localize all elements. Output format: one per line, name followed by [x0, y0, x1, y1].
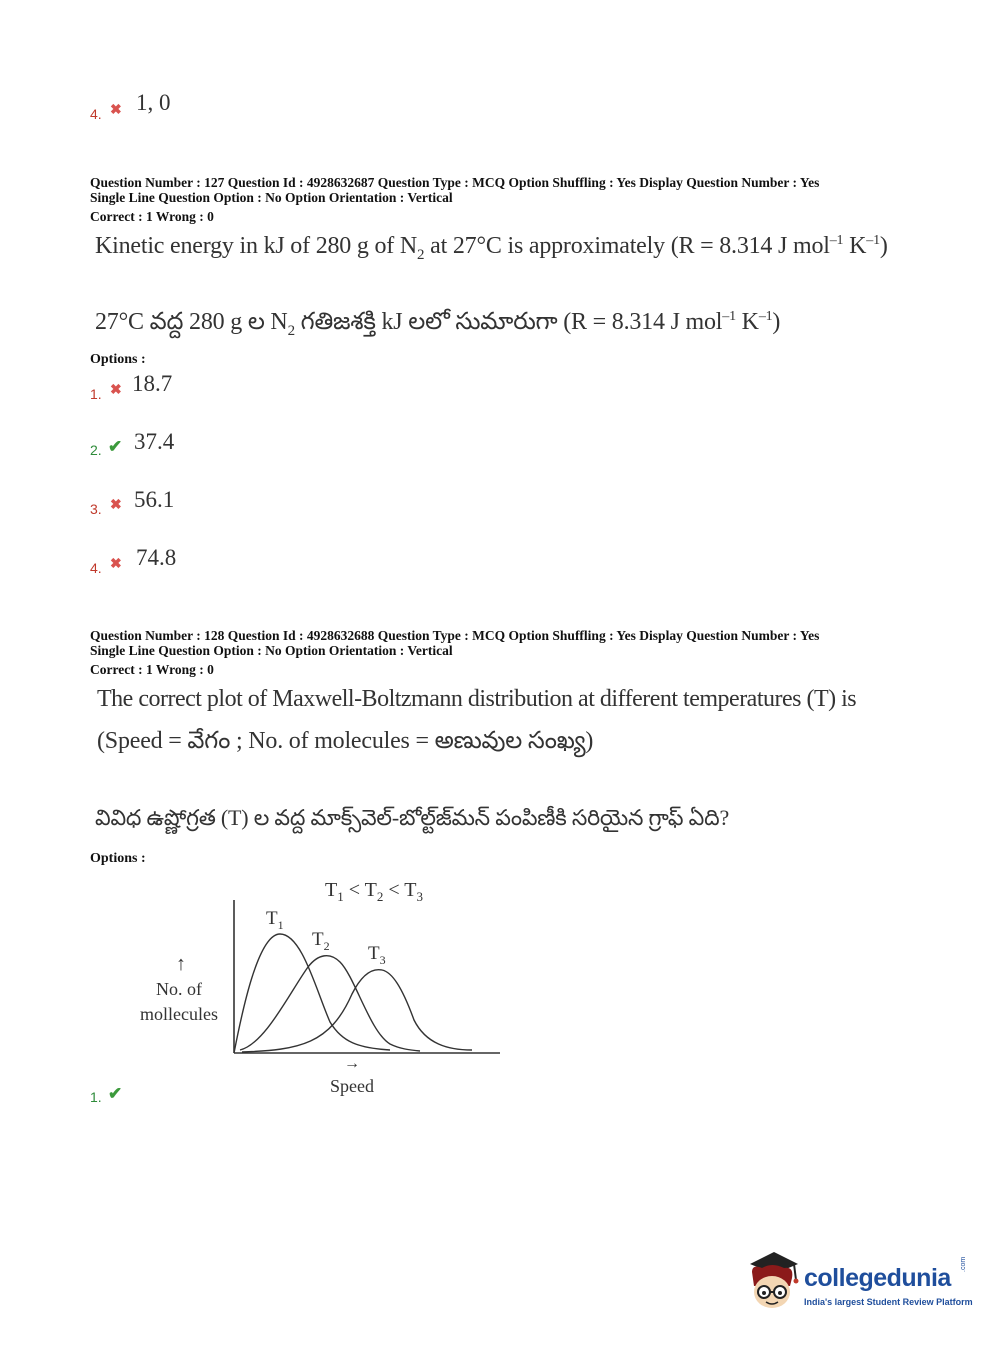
collegedunia-logo — [744, 1250, 984, 1320]
y-arrow: ↑ — [176, 953, 186, 975]
curve-t1 — [234, 934, 390, 1053]
meta-line-3: Correct : 1 Wrong : 0 — [90, 662, 214, 677]
curve-label-t2: $T_2$ — [312, 929, 330, 953]
check-icon: ✔ — [108, 1084, 123, 1103]
question-127-meta — [90, 175, 819, 224]
option-number: 1. — [90, 386, 102, 402]
x-label: Speed — [330, 1076, 374, 1096]
question-127-text-english: Kinetic energy in kJ of 280 g of $N_2$ at 27°C is approximately (R = 8.314 J mol$^{-1}$ $K^{-1}$) — [95, 233, 888, 263]
wrong-icon: ✖ — [110, 557, 122, 572]
logo-suffix: .com — [960, 1256, 967, 1272]
y-label-line-2: mollecules — [140, 1004, 218, 1024]
y-label-line-1: No. of — [156, 979, 202, 999]
option-number: 3. — [90, 501, 102, 517]
meta-line-3: Correct : 1 Wrong : 0 — [90, 209, 214, 224]
check-icon: ✔ — [108, 437, 123, 456]
wrong-icon: ✖ — [110, 103, 122, 118]
question-128-text-english: The correct plot of Maxwell-Boltzmann distribution at different temperatures (T) is — [97, 686, 857, 712]
option-value: 74.8 — [136, 545, 177, 570]
option-number: 2. — [90, 442, 102, 458]
option-value: 56.1 — [134, 487, 175, 512]
curve-t3 — [242, 970, 472, 1052]
question-127-text-telugu: 27°C వద్ద 280 g ల $N_2$ గతిజశక్తి kJ లలో సుమారుగా (R = 8.314 J mol$^{-1}$ $K^{-1}$) — [95, 309, 781, 339]
option-number: 4. — [90, 560, 102, 576]
maxwell-boltzmann-graph — [130, 872, 510, 1102]
graph-title: $T_1 < T_2 < T_3$ — [325, 879, 423, 904]
wrong-icon: ✖ — [110, 383, 122, 398]
curve-label-t1: $T_1$ — [266, 908, 284, 932]
option-number: 1. — [90, 1089, 102, 1105]
x-arrow: → — [344, 1055, 360, 1072]
curve-t2 — [240, 956, 420, 1051]
options-label: Options : — [90, 851, 146, 866]
logo-tagline: India's largest Student Review Platform — [804, 1297, 973, 1307]
option-number: 4. — [90, 106, 102, 122]
wrong-icon: ✖ — [110, 498, 122, 513]
mascot-icon — [744, 1250, 802, 1316]
option-value: 37.4 — [134, 429, 175, 454]
meta-line-2: Single Line Question Option : No Option Orientation : Vertical — [90, 190, 453, 205]
question-128-meta — [90, 628, 819, 677]
options-label: Options : — [90, 352, 146, 367]
meta-line-1: Question Number : 127 Question Id : 4928632687 Question Type : MCQ Option Shuffling : Yes Display Question Number : Yes — [90, 175, 820, 190]
option-value: 18.7 — [132, 371, 173, 396]
curve-label-t3: $T_3$ — [368, 943, 386, 967]
logo-name: collegedunia — [804, 1264, 951, 1292]
meta-line-2: Single Line Question Option : No Option Orientation : Vertical — [90, 643, 453, 658]
question-128-legend-text: (Speed = వేగం ; No. of molecules = అణువుల సంఖ్య) — [97, 728, 594, 754]
meta-line-1: Question Number : 128 Question Id : 4928632688 Question Type : MCQ Option Shuffling : Yes Display Question Number : Yes — [90, 628, 820, 643]
question-128-text-telugu: వివిధ ఉష్ణోగ్రత (T) ల వద్ద మాక్స్‌వెల్-బోల్ట్‌జ్‌మన్ పంపిణీకి సరియైన గ్రాఫ్ ఏది? — [95, 805, 730, 830]
option-value: 1, 0 — [136, 90, 171, 115]
